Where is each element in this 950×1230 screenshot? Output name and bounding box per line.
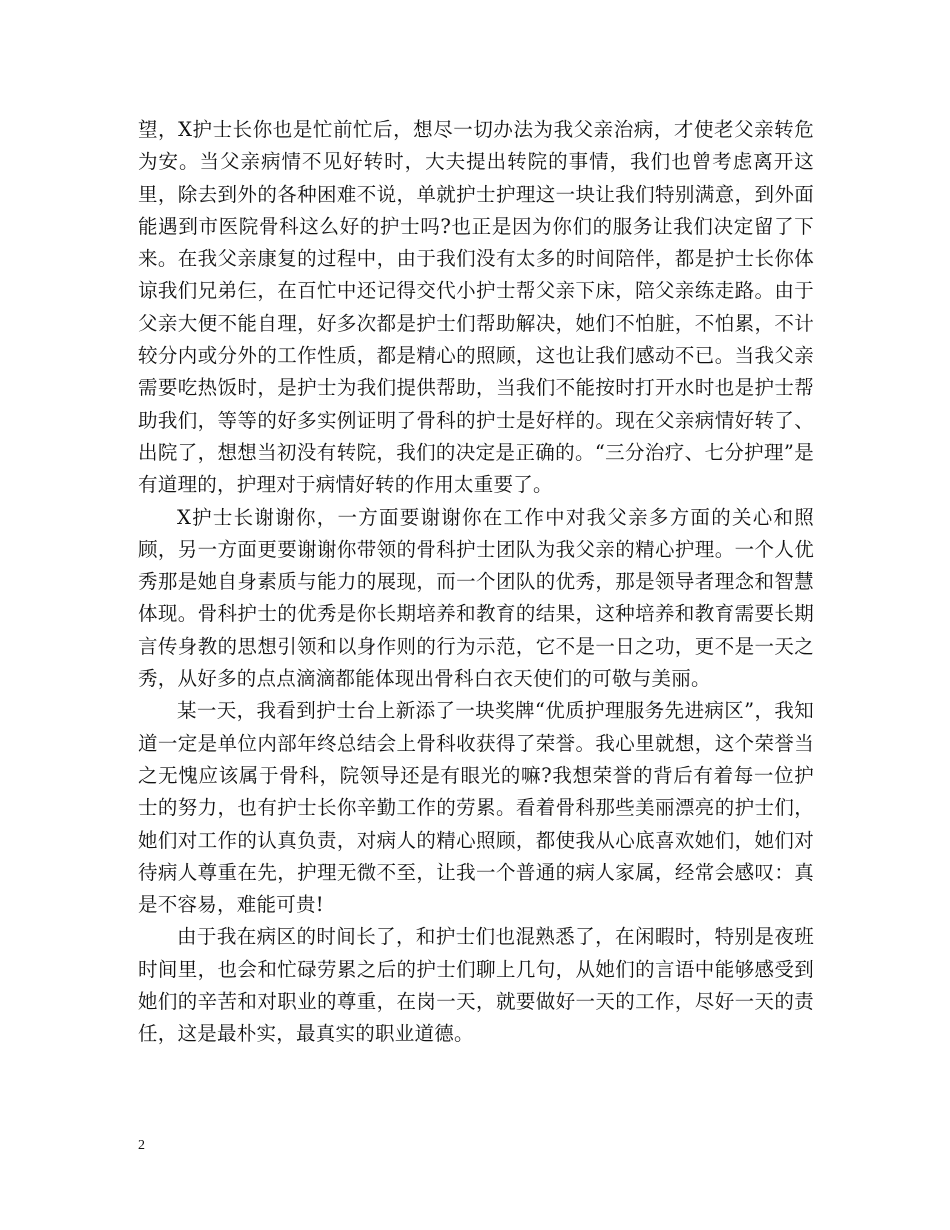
paragraph-award: 某一天，我看到护士台上新添了一块奖牌“优质护理服务先进病区”，我知道一定是单位内部年终总结会上骨科收获得了荣誉。我心里就想，这个荣誉当之无愧应该属于骨科，院领导还是有眼光的嘛?我想荣誉的背后有着每一位护士的努力，也有护士长你辛勤工作的劳累。看着骨科那些美丽漂亮的护士们，她们对工作的认真负责，对病人的精心照顾，都使我从心底喜欢她们，她们对待病人尊重在先，护理无微不至，让我一个普通的病人家属，经常会感叹：真是不容易，难能可贵! (138, 699, 814, 917)
paragraph-thanks: X护士长谢谢你，一方面要谢谢你在工作中对我父亲多方面的关心和照顾，另一方面更要谢谢你带领的骨科护士团队为我父亲的精心护理。一个人优秀那是她自身素质与能力的展现，而一个团队的优秀，那是领导者理念和智慧体现。骨科护士的优秀是你长期培养和教育的结果，这种培养和教育需要长期言传身教的思想引领和以身作则的行为示范，它不是一日之功，更不是一天之秀，从好多的点点滴滴都能体现出骨科白衣天使们的可敬与美丽。 (138, 505, 814, 691)
paragraph-continued: 望，X护士长你也是忙前忙后，想尽一切办法为我父亲治病，才使老父亲转危为安。当父亲病情不见好转时，大夫提出转院的事情，我们也曾考虑离开这里，除去到外的各种困难不说，单就护士护理这一块让我们特别满意，到外面能遇到市医院骨科这么好的护士吗?也正是因为你们的服务让我们决定留了下来。在我父亲康复的过程中，由于我们没有太多的时间陪伴，都是护士长你体谅我们兄弟仨，在百忙中还记得交代小护士帮父亲下床，陪父亲练走路。由于父亲大便不能自理，好多次都是护士们帮助解决，她们不怕脏，不怕累，不计较分内或分外的工作性质，都是精心的照顾，这也让我们感动不已。当我父亲需要吃热饭时，是护士为我们提供帮助，当我们不能按时打开水时也是护士帮助我们，等等的好多实例证明了骨科的护士是好样的。现在父亲病情好转了、出院了，想想当初没有转院，我们的决定是正确的。“三分治疗、七分护理”是有道理的，护理对于病情好转的作用太重要了。 (138, 118, 814, 497)
page-number: 2 (138, 1138, 145, 1153)
paragraph-night-shift: 由于我在病区的时间长了，和护士们也混熟悉了，在闲暇时，特别是夜班时间里，也会和忙碌劳累之后的护士们聊上几句，从她们的言语中能够感受到她们的辛苦和对职业的尊重，在岗一天，就要做好一天的工作，尽好一天的责任，这是最朴实，最真实的职业道德。 (138, 925, 814, 1046)
document-body (138, 114, 814, 1051)
